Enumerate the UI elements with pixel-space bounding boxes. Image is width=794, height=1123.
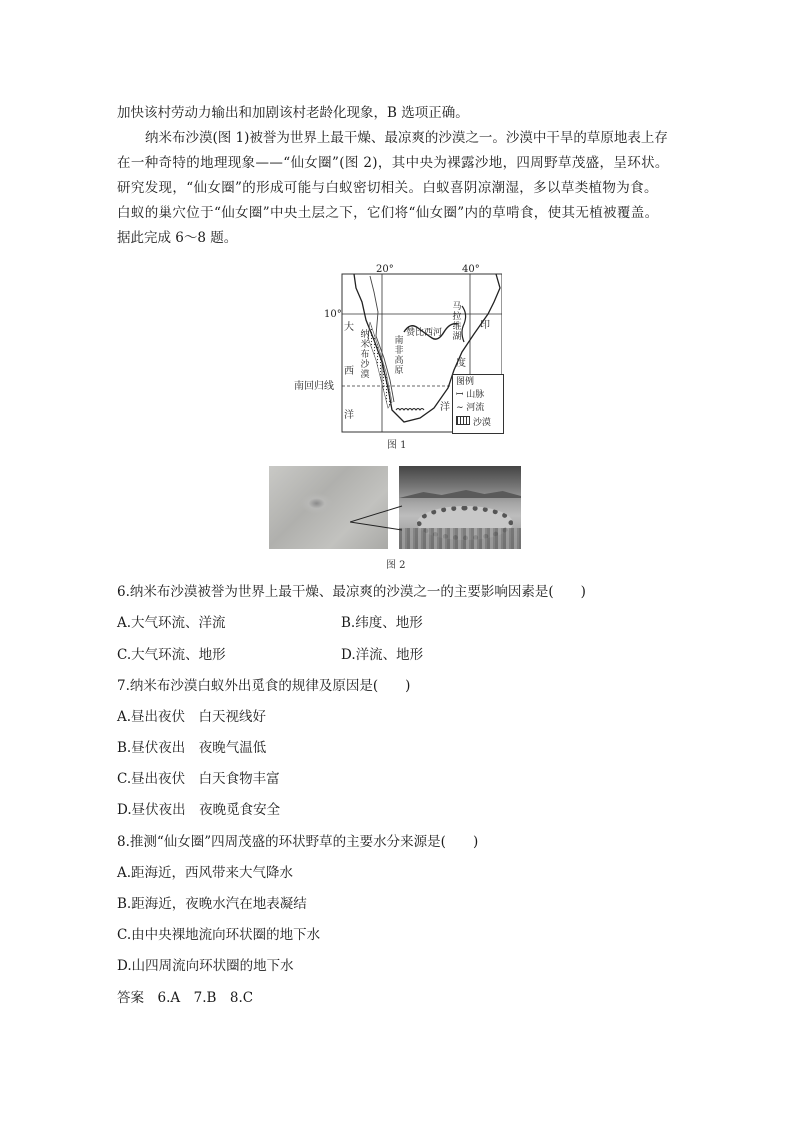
south-african-plateau-label: 南非高原 xyxy=(394,336,404,376)
question-7-option-d: D.昼伏夜出 夜晚觅食安全 xyxy=(117,802,281,818)
question-7-option-a: A.昼出夜伏 白天视线好 xyxy=(117,709,267,725)
passage-line: 纳米布沙漠(图 1)被誉为世界上最干燥、最凉爽的沙漠之一。沙漠中干旱的草原地表上存 xyxy=(145,130,668,146)
passage-line: 研究发现，“仙女圈”的形成可能与白蚁密切相关。白蚁喜阴凉潮湿，多以草类植物为食。 xyxy=(117,180,658,196)
namib-desert-label: 纳米布沙漠 xyxy=(360,330,370,380)
mountain-symbol-icon: ꟷ xyxy=(456,390,464,400)
question-6-option-d: D.洋流、地形 xyxy=(341,647,424,663)
passage-line: 白蚁的巢穴位于“仙女圈”中央土层之下，它们将“仙女圈”内的草啃食，使其无植被覆盖。 xyxy=(117,205,659,221)
tropic-label: 南回归线 xyxy=(294,381,334,392)
photo-connector-lines xyxy=(350,500,410,540)
longitude-20-label: 20° xyxy=(376,264,394,275)
desert-symbol-icon xyxy=(456,416,470,425)
atlantic-label-2: 西 xyxy=(344,366,354,377)
atlantic-label-1: 大 xyxy=(344,322,354,333)
question-7-option-c: C.昼出夜伏 白天食物丰富 xyxy=(117,771,280,787)
question-7-stem: 7.纳米布沙漠白蚁外出觅食的规律及原因是( ) xyxy=(117,678,411,694)
indian-label-3: 洋 xyxy=(440,402,450,413)
question-6-option-a: A.大气环流、洋流 xyxy=(117,615,226,631)
question-8-option-a: A.距海近，西风带来大气降水 xyxy=(117,865,294,881)
passage-line: 据此完成 6～8 题。 xyxy=(117,230,238,246)
passage-line: 在一种奇特的地理现象——“仙女圈”(图 2)，其中央为裸露沙地，四周野草茂盛，呈环状。 xyxy=(117,155,669,171)
indian-label-2: 度 xyxy=(456,358,466,369)
grass-foreground xyxy=(399,528,521,549)
question-7-option-b: B.昼伏夜出 夜晚气温低 xyxy=(117,740,267,756)
question-8-option-d: D.山四周流向环状圈的地下水 xyxy=(117,958,294,974)
lake-malawi-label: 马拉维湖 xyxy=(452,302,462,342)
question-8-option-c: C.由中央裸地流向环状圈的地下水 xyxy=(117,927,321,943)
river-symbol-icon: ∼ xyxy=(456,403,464,413)
map-legend xyxy=(452,374,504,434)
zambezi-river-label: 赞比西河 xyxy=(406,328,443,338)
answer-line: 答案 6.A 7.B 8.C xyxy=(117,990,254,1006)
legend-desert-label: 沙漠 xyxy=(472,418,491,428)
fairy-circle-landscape-photo xyxy=(399,466,521,549)
question-8-stem: 8.推测“仙女圈”四周茂盛的环状野草的主要水分来源是( ) xyxy=(117,834,479,850)
figure-2-caption: 图 2 xyxy=(386,560,406,571)
mountain-ridge xyxy=(399,488,521,498)
legend-river xyxy=(456,403,484,413)
passage-line: 加快该村劳动力输出和加剧该村老龄化现象，B 选项正确。 xyxy=(117,105,469,121)
question-6-stem: 6.纳米布沙漠被誉为世界上最干燥、最凉爽的沙漠之一的主要影响因素是( ) xyxy=(117,584,586,600)
atlantic-label-3: 洋 xyxy=(344,410,354,421)
legend-river-label: 河流 xyxy=(466,403,485,413)
legend-title: 图例 xyxy=(456,377,475,387)
longitude-40-label: 40° xyxy=(462,264,480,275)
legend-desert xyxy=(456,416,491,428)
legend-mountain-label: 山脉 xyxy=(466,390,485,400)
figure-1-caption: 图 1 xyxy=(387,440,407,451)
question-6-option-c: C.大气环流、地形 xyxy=(117,647,226,663)
latitude-10-label: 10° xyxy=(324,309,342,320)
question-8-option-b: B.距海近，夜晚水汽在地表凝结 xyxy=(117,896,307,912)
indian-label-1: 印 xyxy=(480,320,490,331)
africa-map-figure xyxy=(292,262,502,452)
legend-mountain xyxy=(456,390,484,400)
question-6-option-b: B.纬度、地形 xyxy=(341,615,423,631)
